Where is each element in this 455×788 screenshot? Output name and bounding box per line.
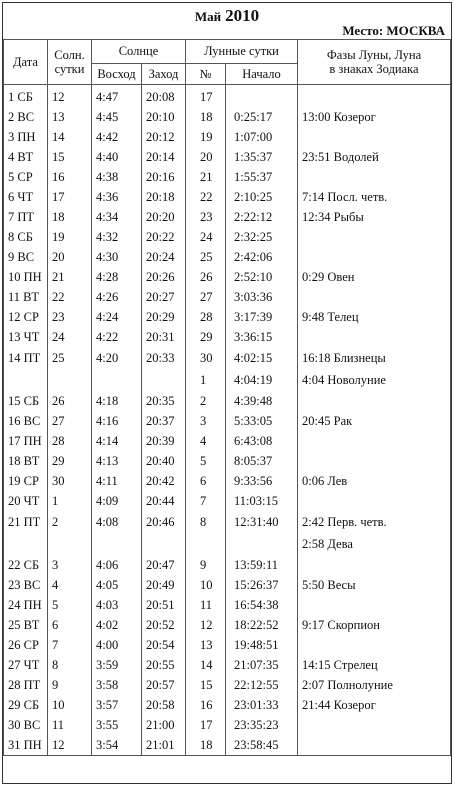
sunrise-cell: 3:57	[92, 695, 142, 715]
solar-day-cell	[48, 533, 92, 555]
sunrise-cell: 4:26	[92, 287, 142, 307]
date-cell: 12 СР	[4, 307, 48, 327]
table-row	[4, 655, 451, 675]
sunset-cell: 20:49	[142, 575, 186, 595]
sunset-cell: 20:29	[142, 307, 186, 327]
solar-day-cell: 15	[48, 147, 92, 167]
sunrise-cell: 4:34	[92, 207, 142, 227]
moon-phase-cell	[298, 287, 451, 307]
sunset-cell: 20:58	[142, 695, 186, 715]
table-row	[4, 575, 451, 595]
sunrise-cell: 4:45	[92, 107, 142, 127]
sunrise-cell: 4:40	[92, 147, 142, 167]
date-cell: 13 ЧТ	[4, 327, 48, 347]
sunrise-cell: 4:30	[92, 247, 142, 267]
solar-day-cell: 7	[48, 635, 92, 655]
date-cell: 1 СБ	[4, 85, 48, 108]
title-month: Май	[194, 9, 222, 24]
lunar-day-number-cell: 22	[186, 187, 226, 207]
moon-phase-cell: 0:29 Овен	[298, 267, 451, 287]
sunrise-cell	[92, 533, 142, 555]
sunset-cell: 20:35	[142, 391, 186, 411]
date-cell: 4 ВТ	[4, 147, 48, 167]
solar-day-cell: 11	[48, 715, 92, 735]
solar-day-cell: 3	[48, 555, 92, 575]
sunrise-cell: 4:18	[92, 391, 142, 411]
moon-phase-cell: 4:04 Новолуние	[298, 369, 451, 391]
date-cell: 10 ПН	[4, 267, 48, 287]
sunset-cell: 20:55	[142, 655, 186, 675]
sunrise-cell: 4:42	[92, 127, 142, 147]
table-row	[4, 451, 451, 471]
date-cell: 9 ВС	[4, 247, 48, 267]
lunar-day-start-cell: 5:33:05	[226, 411, 298, 431]
sunset-cell: 20:31	[142, 327, 186, 347]
date-cell: 5 СР	[4, 167, 48, 187]
lunar-day-number-cell: 15	[186, 675, 226, 695]
lunar-day-number-cell: 8	[186, 511, 226, 533]
date-cell: 7 ПТ	[4, 207, 48, 227]
lunar-day-number-cell: 6	[186, 471, 226, 491]
sunset-cell: 20:37	[142, 411, 186, 431]
header-phases-line1: Фазы Луны, Луна	[326, 48, 422, 62]
lunar-day-start-cell: 1:07:00	[226, 127, 298, 147]
table-row	[4, 595, 451, 615]
header-solar-day-line2: сутки	[54, 62, 85, 76]
lunar-day-number-cell: 18	[186, 735, 226, 756]
lunar-day-number-cell: 21	[186, 167, 226, 187]
sunrise-cell: 4:14	[92, 431, 142, 451]
lunar-day-start-cell: 13:59:11	[226, 555, 298, 575]
table-body	[4, 85, 451, 756]
moon-phase-cell	[298, 247, 451, 267]
sunrise-cell: 4:24	[92, 307, 142, 327]
table-row	[4, 735, 451, 756]
date-cell: 3 ПН	[4, 127, 48, 147]
moon-phase-cell	[298, 227, 451, 247]
lunar-day-number-cell: 28	[186, 307, 226, 327]
date-cell: 21 ПТ	[4, 511, 48, 533]
table-row	[4, 267, 451, 287]
sunrise-cell: 4:22	[92, 327, 142, 347]
title-row	[3, 3, 451, 40]
lunar-day-start-cell: 4:39:48	[226, 391, 298, 411]
table-row	[4, 287, 451, 307]
lunar-day-start-cell: 12:31:40	[226, 511, 298, 533]
sunset-cell: 20:14	[142, 147, 186, 167]
sunrise-cell: 3:54	[92, 735, 142, 756]
moon-phase-cell: 0:06 Лев	[298, 471, 451, 491]
solar-day-cell: 28	[48, 431, 92, 451]
lunar-day-start-cell: 4:04:19	[226, 369, 298, 391]
lunar-day-start-cell: 2:32:25	[226, 227, 298, 247]
moon-phase-cell: 20:45 Рак	[298, 411, 451, 431]
lunar-day-start-cell: 3:03:36	[226, 287, 298, 307]
sunset-cell: 20:22	[142, 227, 186, 247]
sunset-cell: 20:33	[142, 347, 186, 369]
solar-day-cell: 9	[48, 675, 92, 695]
lunar-day-start-cell: 21:07:35	[226, 655, 298, 675]
moon-phase-cell	[298, 735, 451, 756]
solar-day-cell: 18	[48, 207, 92, 227]
lunar-day-number-cell: 5	[186, 451, 226, 471]
date-cell: 17 ПН	[4, 431, 48, 451]
header-lunar-days: Лунные сутки	[186, 40, 298, 64]
table-row	[4, 107, 451, 127]
sunrise-cell: 4:02	[92, 615, 142, 635]
date-cell	[4, 533, 48, 555]
moon-phase-cell	[298, 167, 451, 187]
moon-phase-cell	[298, 635, 451, 655]
lunar-day-start-cell: 19:48:51	[226, 635, 298, 655]
sunrise-cell: 3:59	[92, 655, 142, 675]
lunar-day-start-cell: 9:33:56	[226, 471, 298, 491]
date-cell: 6 ЧТ	[4, 187, 48, 207]
moon-phase-cell	[298, 391, 451, 411]
calendar-table	[3, 39, 451, 756]
sunrise-cell: 4:06	[92, 555, 142, 575]
lunar-day-number-cell: 13	[186, 635, 226, 655]
table-row	[4, 227, 451, 247]
lunar-day-number-cell: 17	[186, 85, 226, 108]
table-row	[4, 635, 451, 655]
moon-phase-cell: 7:14 Посл. четв.	[298, 187, 451, 207]
table-row	[4, 167, 451, 187]
solar-day-cell: 8	[48, 655, 92, 675]
solar-day-cell: 6	[48, 615, 92, 635]
sunset-cell: 20:16	[142, 167, 186, 187]
date-cell: 19 СР	[4, 471, 48, 491]
sunset-cell	[142, 533, 186, 555]
date-cell: 2 ВС	[4, 107, 48, 127]
sunrise-cell	[92, 369, 142, 391]
table-row	[4, 307, 451, 327]
solar-day-cell: 20	[48, 247, 92, 267]
lunar-day-number-cell: 26	[186, 267, 226, 287]
sunset-cell: 20:57	[142, 675, 186, 695]
date-cell: 26 СР	[4, 635, 48, 655]
lunar-day-start-cell: 2:52:10	[226, 267, 298, 287]
lunar-day-start-cell: 18:22:52	[226, 615, 298, 635]
date-cell: 16 ВС	[4, 411, 48, 431]
lunar-day-start-cell: 2:42:06	[226, 247, 298, 267]
lunar-day-start-cell: 16:54:38	[226, 595, 298, 615]
sunset-cell: 21:00	[142, 715, 186, 735]
solar-day-cell: 16	[48, 167, 92, 187]
sunrise-cell: 4:11	[92, 471, 142, 491]
table-row	[4, 695, 451, 715]
lunar-day-number-cell: 24	[186, 227, 226, 247]
sunset-cell: 20:52	[142, 615, 186, 635]
lunar-day-number-cell: 20	[186, 147, 226, 167]
solar-day-cell: 21	[48, 267, 92, 287]
header-solar-day	[48, 40, 92, 85]
solar-day-cell: 30	[48, 471, 92, 491]
moon-phase-cell: 12:34 Рыбы	[298, 207, 451, 227]
moon-phase-cell: 21:44 Козерог	[298, 695, 451, 715]
solar-day-cell: 22	[48, 287, 92, 307]
sunset-cell: 20:24	[142, 247, 186, 267]
calendar-sheet	[2, 2, 452, 784]
table-row	[4, 347, 451, 369]
moon-phase-cell	[298, 431, 451, 451]
sunset-cell: 20:08	[142, 85, 186, 108]
table-row	[4, 615, 451, 635]
header-solar-day-line1: Солн.	[54, 48, 85, 62]
sunrise-cell: 3:58	[92, 675, 142, 695]
solar-day-cell: 29	[48, 451, 92, 471]
moon-phase-cell	[298, 85, 451, 108]
moon-phase-cell	[298, 451, 451, 471]
date-cell: 23 ВС	[4, 575, 48, 595]
lunar-day-number-cell: 16	[186, 695, 226, 715]
lunar-day-start-cell: 23:35:23	[226, 715, 298, 735]
sunset-cell: 20:40	[142, 451, 186, 471]
date-cell: 20 ЧТ	[4, 491, 48, 511]
table-row	[4, 715, 451, 735]
moon-phase-cell: 2:07 Полнолуние	[298, 675, 451, 695]
lunar-day-number-cell: 1	[186, 369, 226, 391]
lunar-day-number-cell: 27	[186, 287, 226, 307]
header-sun: Солнце	[92, 40, 186, 64]
solar-day-cell: 1	[48, 491, 92, 511]
date-cell	[4, 369, 48, 391]
sunset-cell: 20:39	[142, 431, 186, 451]
header-lunar-start: Начало	[226, 63, 298, 84]
table-row	[4, 675, 451, 695]
header-sunrise: Восход	[92, 63, 142, 84]
lunar-day-start-cell: 3:17:39	[226, 307, 298, 327]
solar-day-cell: 5	[48, 595, 92, 615]
lunar-day-start-cell: 1:35:37	[226, 147, 298, 167]
sunset-cell: 20:44	[142, 491, 186, 511]
sunset-cell: 20:26	[142, 267, 186, 287]
sunrise-cell: 4:13	[92, 451, 142, 471]
date-cell: 18 ВТ	[4, 451, 48, 471]
lunar-day-start-cell: 23:58:45	[226, 735, 298, 756]
sunrise-cell: 4:32	[92, 227, 142, 247]
date-cell: 28 ПТ	[4, 675, 48, 695]
sunrise-cell: 4:08	[92, 511, 142, 533]
lunar-day-number-cell: 23	[186, 207, 226, 227]
solar-day-cell: 23	[48, 307, 92, 327]
moon-phase-cell: 9:48 Телец	[298, 307, 451, 327]
location-label: Место: МОСКВА	[342, 23, 445, 38]
lunar-day-number-cell: 30	[186, 347, 226, 369]
date-cell: 24 ПН	[4, 595, 48, 615]
solar-day-cell: 12	[48, 85, 92, 108]
lunar-day-start-cell	[226, 533, 298, 555]
title-year: 2010	[225, 6, 260, 25]
solar-day-cell: 17	[48, 187, 92, 207]
date-cell: 15 СБ	[4, 391, 48, 411]
solar-day-cell: 24	[48, 327, 92, 347]
lunar-day-number-cell: 12	[186, 615, 226, 635]
lunar-day-number-cell: 17	[186, 715, 226, 735]
moon-phase-cell	[298, 555, 451, 575]
solar-day-cell: 2	[48, 511, 92, 533]
sunrise-cell: 4:28	[92, 267, 142, 287]
date-cell: 27 ЧТ	[4, 655, 48, 675]
lunar-day-start-cell: 22:12:55	[226, 675, 298, 695]
lunar-day-number-cell: 11	[186, 595, 226, 615]
lunar-day-number-cell: 4	[186, 431, 226, 451]
table-row	[4, 391, 451, 411]
sunrise-cell: 4:16	[92, 411, 142, 431]
lunar-day-start-cell: 15:26:37	[226, 575, 298, 595]
header-lunar-num: №	[186, 63, 226, 84]
moon-phase-cell: 2:58 Дева	[298, 533, 451, 555]
sunset-cell	[142, 369, 186, 391]
lunar-day-number-cell: 19	[186, 127, 226, 147]
moon-phase-cell	[298, 127, 451, 147]
lunar-day-start-cell: 0:25:17	[226, 107, 298, 127]
table-row	[4, 85, 451, 108]
table-row	[4, 431, 451, 451]
date-cell: 8 СБ	[4, 227, 48, 247]
sunrise-cell: 4:00	[92, 635, 142, 655]
lunar-day-number-cell	[186, 533, 226, 555]
sunset-cell: 20:18	[142, 187, 186, 207]
sunrise-cell: 3:55	[92, 715, 142, 735]
solar-day-cell: 4	[48, 575, 92, 595]
lunar-day-number-cell: 3	[186, 411, 226, 431]
sunset-cell: 20:20	[142, 207, 186, 227]
table-row	[4, 411, 451, 431]
moon-phase-cell	[298, 491, 451, 511]
lunar-day-number-cell: 18	[186, 107, 226, 127]
moon-phase-cell	[298, 327, 451, 347]
table-row	[4, 369, 451, 391]
lunar-day-number-cell: 9	[186, 555, 226, 575]
lunar-day-number-cell: 29	[186, 327, 226, 347]
sunset-cell: 20:47	[142, 555, 186, 575]
lunar-day-number-cell: 7	[186, 491, 226, 511]
moon-phase-cell: 2:42 Перв. четв.	[298, 511, 451, 533]
solar-day-cell: 19	[48, 227, 92, 247]
table-row	[4, 127, 451, 147]
sunset-cell: 20:27	[142, 287, 186, 307]
lunar-day-start-cell: 6:43:08	[226, 431, 298, 451]
date-cell: 31 ПН	[4, 735, 48, 756]
sunrise-cell: 4:09	[92, 491, 142, 511]
sunset-cell: 21:01	[142, 735, 186, 756]
sunrise-cell: 4:03	[92, 595, 142, 615]
moon-phase-cell	[298, 595, 451, 615]
sunset-cell: 20:12	[142, 127, 186, 147]
date-cell: 30 ВС	[4, 715, 48, 735]
moon-phase-cell: 14:15 Стрелец	[298, 655, 451, 675]
sunrise-cell: 4:38	[92, 167, 142, 187]
table-row	[4, 327, 451, 347]
lunar-day-start-cell: 8:05:37	[226, 451, 298, 471]
date-cell: 25 ВТ	[4, 615, 48, 635]
table-row	[4, 491, 451, 511]
lunar-day-number-cell: 10	[186, 575, 226, 595]
solar-day-cell: 13	[48, 107, 92, 127]
solar-day-cell: 27	[48, 411, 92, 431]
lunar-day-number-cell: 25	[186, 247, 226, 267]
date-cell: 11 ВТ	[4, 287, 48, 307]
header-phases-line2: в знаках Зодиака	[329, 62, 419, 76]
table-row	[4, 555, 451, 575]
solar-day-cell: 12	[48, 735, 92, 756]
solar-day-cell: 25	[48, 347, 92, 369]
table-row	[4, 147, 451, 167]
lunar-day-start-cell: 2:22:12	[226, 207, 298, 227]
table-row	[4, 471, 451, 491]
sunset-cell: 20:10	[142, 107, 186, 127]
date-cell: 14 ПТ	[4, 347, 48, 369]
header-sunset: Заход	[142, 63, 186, 84]
solar-day-cell: 26	[48, 391, 92, 411]
solar-day-cell: 10	[48, 695, 92, 715]
moon-phase-cell: 16:18 Близнецы	[298, 347, 451, 369]
table-row	[4, 533, 451, 555]
moon-phase-cell: 5:50 Весы	[298, 575, 451, 595]
moon-phase-cell: 9:17 Скорпион	[298, 615, 451, 635]
table-row	[4, 511, 451, 533]
table-row	[4, 247, 451, 267]
solar-day-cell	[48, 369, 92, 391]
lunar-day-start-cell	[226, 85, 298, 108]
sunrise-cell: 4:05	[92, 575, 142, 595]
lunar-day-start-cell: 2:10:25	[226, 187, 298, 207]
moon-phase-cell	[298, 715, 451, 735]
sunset-cell: 20:51	[142, 595, 186, 615]
table-row	[4, 187, 451, 207]
lunar-day-number-cell: 2	[186, 391, 226, 411]
date-cell: 29 СБ	[4, 695, 48, 715]
sunrise-cell: 4:36	[92, 187, 142, 207]
lunar-day-number-cell: 14	[186, 655, 226, 675]
sunset-cell: 20:46	[142, 511, 186, 533]
lunar-day-start-cell: 23:01:33	[226, 695, 298, 715]
lunar-day-start-cell: 3:36:15	[226, 327, 298, 347]
header-date: Дата	[4, 40, 48, 85]
lunar-day-start-cell: 11:03:15	[226, 491, 298, 511]
sunset-cell: 20:42	[142, 471, 186, 491]
sunrise-cell: 4:20	[92, 347, 142, 369]
sunrise-cell: 4:47	[92, 85, 142, 108]
solar-day-cell: 14	[48, 127, 92, 147]
moon-phase-cell: 13:00 Козерог	[298, 107, 451, 127]
date-cell: 22 СБ	[4, 555, 48, 575]
sunset-cell: 20:54	[142, 635, 186, 655]
header-phases	[298, 40, 451, 85]
lunar-day-start-cell: 4:02:15	[226, 347, 298, 369]
moon-phase-cell: 23:51 Водолей	[298, 147, 451, 167]
table-row	[4, 207, 451, 227]
lunar-day-start-cell: 1:55:37	[226, 167, 298, 187]
